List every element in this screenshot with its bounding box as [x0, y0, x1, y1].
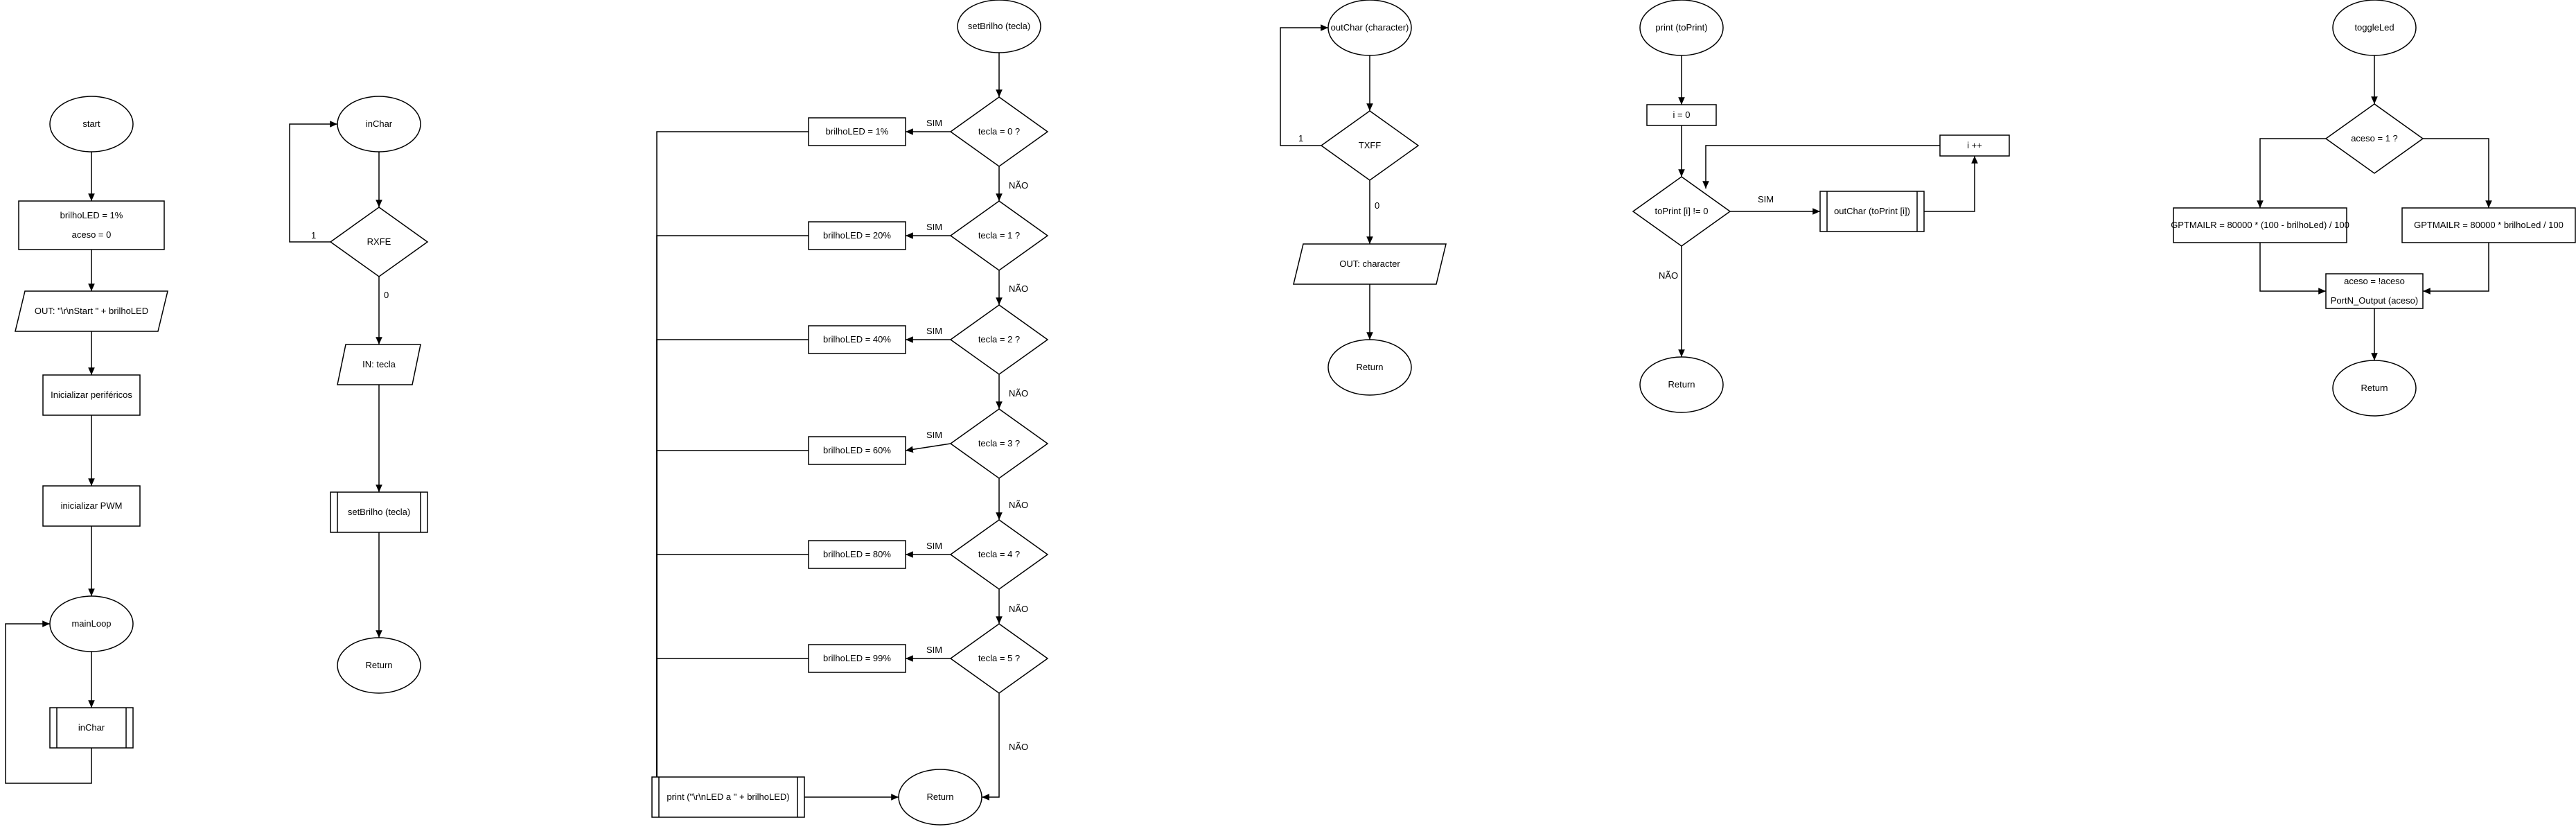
label-txff-0: 0	[1375, 200, 1380, 211]
call-setbrilho-node	[330, 492, 427, 532]
label-nao-1: NÃO	[1009, 283, 1029, 294]
label-toprint-sim: SIM	[1758, 194, 1774, 204]
print-node	[1640, 0, 1723, 55]
init-vars-shape	[19, 201, 164, 250]
b80-label: brilhoLED = 80%	[823, 549, 891, 559]
aceso-toggle-node	[2326, 274, 2423, 308]
d-aceso-label: aceso = 1 ?	[2351, 133, 2398, 143]
inchar-label: inChar	[365, 119, 393, 129]
label-rxfe-1: 1	[311, 230, 317, 241]
i-zero-node	[1647, 105, 1716, 125]
return-inchar-label: Return	[365, 660, 393, 670]
toggleled-node	[2333, 0, 2416, 55]
d-tecla3-label: tecla = 3 ?	[978, 438, 1021, 448]
init-pwm-label: inicializar PWM	[60, 500, 123, 511]
outchar-label: outChar (character)	[1330, 22, 1409, 33]
edge-d-tecla3-yes	[906, 444, 951, 451]
init-vars-label: aceso = 0	[71, 229, 112, 240]
edge-b20-merge	[657, 236, 809, 797]
init-pwm-node	[43, 486, 140, 526]
label-nao-3: NÃO	[1009, 500, 1029, 510]
start-node	[50, 96, 133, 152]
edge-b40-merge	[657, 340, 809, 797]
edge-gptright-aceso	[2423, 243, 2489, 291]
label-nao-0: NÃO	[1009, 180, 1029, 191]
edge-d5-return	[982, 693, 999, 797]
label-nao-5: NÃO	[1009, 742, 1029, 752]
out-start-label: OUT: "\r\nStart " + brilhoLED	[34, 306, 149, 316]
label-rxfe-0: 0	[384, 290, 389, 300]
b99-label: brilhoLED = 99%	[823, 653, 891, 663]
b1-node	[809, 118, 906, 146]
i-zero-label: i = 0	[1673, 110, 1691, 120]
label-d-tecla0-sim: SIM	[926, 118, 943, 128]
b60-label: brilhoLED = 60%	[823, 445, 891, 455]
out-start-node	[15, 291, 168, 331]
return-toggle-node	[2333, 360, 2416, 416]
init-perif-label: Inicializar periféricos	[51, 390, 132, 400]
start-label: start	[82, 119, 100, 129]
init-vars-node	[19, 201, 164, 250]
aceso-toggle-label: PortN_Output (aceso)	[2330, 295, 2419, 306]
d-aceso-node	[2326, 104, 2423, 173]
edge-txff-loop	[1280, 28, 1328, 146]
setbrilho-label: setBrilho (tecla)	[967, 21, 1031, 31]
b20-label: brilhoLED = 20%	[823, 230, 891, 241]
call-inchar-label: inChar	[78, 722, 105, 733]
mainloop-label: mainLoop	[71, 618, 112, 629]
i-inc-node	[1940, 135, 2009, 156]
in-tecla-label: IN: tecla	[362, 359, 396, 369]
out-char-node	[1294, 244, 1446, 284]
call-setbrilho-label: setBrilho (tecla)	[347, 507, 411, 517]
edge-b99-merge	[657, 658, 809, 797]
i-inc-label: i ++	[1967, 140, 1982, 150]
return-toggle-label: Return	[2361, 383, 2388, 393]
call-print-label: print ("\r\nLED a " + brilhoLED)	[667, 792, 790, 802]
label-txff-1: 1	[1298, 133, 1304, 143]
b80-node	[809, 541, 906, 568]
gpt-right-node	[2402, 208, 2575, 243]
rxfe-node	[330, 207, 427, 277]
b20-node	[809, 222, 906, 250]
in-tecla-node	[337, 344, 421, 385]
init-perif-node	[43, 375, 140, 415]
return-print-label: Return	[1668, 379, 1695, 390]
aceso-toggle-label: aceso = !aceso	[2344, 276, 2405, 286]
toggleled-label: toggleLed	[2354, 22, 2394, 33]
label-d-tecla3-sim: SIM	[926, 430, 943, 440]
mainloop-node	[50, 596, 133, 652]
d-tecla0-label: tecla = 0 ?	[978, 126, 1021, 137]
call-inchar-node	[50, 708, 133, 748]
d-tecla3-node	[951, 409, 1048, 478]
call-print-node	[652, 777, 804, 817]
outchar-node	[1328, 0, 1411, 55]
inchar-node	[337, 96, 421, 152]
gpt-right-label: GPTMAILR = 80000 * brilhoLed / 100	[2414, 220, 2564, 230]
gpt-left-label: GPTMAILR = 80000 * (100 - brilhoLed) / 100	[2171, 220, 2349, 230]
d-tecla2-label: tecla = 2 ?	[978, 334, 1021, 344]
return-print-node	[1640, 357, 1723, 412]
d-tecla5-node	[951, 624, 1048, 693]
label-toprint-nao: NÃO	[1659, 270, 1679, 281]
b40-label: brilhoLED = 40%	[823, 334, 891, 344]
call-outchar-label: outChar (toPrint [i])	[1834, 206, 1910, 216]
txff-label: TXFF	[1358, 140, 1382, 150]
edge-outchar-iinc	[1924, 156, 1975, 211]
d-tecla1-node	[951, 201, 1048, 270]
return-setbrilho-label: Return	[926, 792, 954, 802]
b99-node	[809, 645, 906, 672]
edge-daceso-left	[2260, 139, 2326, 208]
nodes-layer	[15, 0, 2575, 825]
d-tecla2-node	[951, 305, 1048, 374]
return-setbrilho-node	[899, 769, 982, 825]
d-tecla1-label: tecla = 1 ?	[978, 230, 1021, 241]
txff-node	[1321, 111, 1418, 180]
print-label: print (toPrint)	[1655, 22, 1708, 33]
label-nao-2: NÃO	[1009, 388, 1029, 399]
label-d-tecla5-sim: SIM	[926, 645, 943, 655]
d-tecla0-node	[951, 97, 1048, 166]
b60-node	[809, 437, 906, 464]
label-d-tecla2-sim: SIM	[926, 326, 943, 336]
rxfe-label: RXFE	[367, 236, 391, 247]
label-d-tecla1-sim: SIM	[926, 222, 943, 232]
init-vars-label: brilhoLED = 1%	[60, 210, 123, 220]
edge-b60-merge	[657, 451, 809, 797]
return-inchar-node	[337, 638, 421, 693]
gpt-left-node	[2171, 208, 2349, 243]
edge-b80-merge	[657, 555, 809, 797]
d-tecla4-label: tecla = 4 ?	[978, 549, 1021, 559]
label-nao-4: NÃO	[1009, 604, 1029, 614]
out-char-label: OUT: character	[1339, 259, 1400, 269]
b40-node	[809, 326, 906, 354]
label-d-tecla4-sim: SIM	[926, 541, 943, 551]
b1-label: brilhoLED = 1%	[825, 126, 889, 137]
d-tecla4-node	[951, 520, 1048, 589]
edge-gptleft-aceso	[2260, 243, 2326, 291]
d-toprint-node	[1633, 177, 1730, 246]
return-outchar-label: Return	[1356, 362, 1384, 372]
setbrilho-node	[958, 0, 1041, 53]
return-outchar-node	[1328, 340, 1411, 395]
edge-iinc-loopback	[1706, 146, 1940, 189]
d-toprint-label: toPrint [i] != 0	[1655, 206, 1709, 216]
call-outchar-node	[1820, 191, 1924, 232]
d-tecla5-label: tecla = 5 ?	[978, 653, 1021, 663]
edge-rxfe-loop	[290, 124, 337, 242]
edge-daceso-right	[2423, 139, 2489, 208]
edge-b1-merge	[657, 132, 809, 797]
